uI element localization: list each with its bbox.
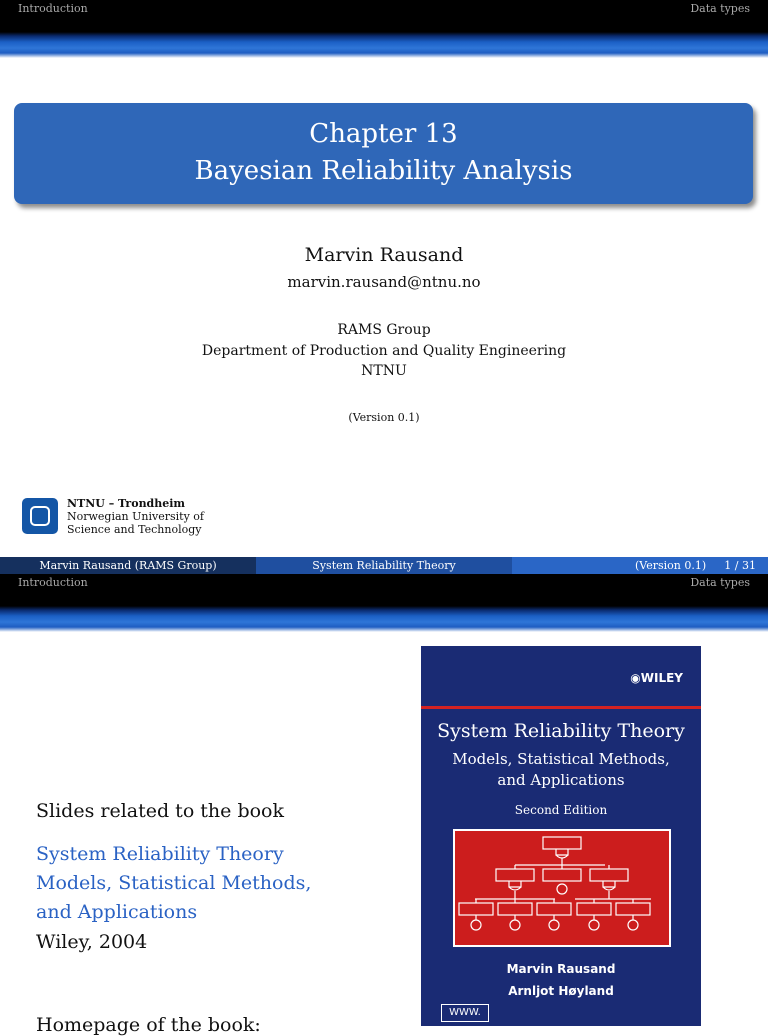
footer-author: Marvin Rausand (RAMS Group)	[0, 557, 256, 574]
nav-section-introduction[interactable]: Introduction	[18, 2, 88, 15]
cover-red-rule	[421, 706, 701, 709]
cover-subtitle-2: and Applications	[497, 771, 625, 789]
header-bar	[0, 574, 768, 594]
homepage-label: Homepage of the book:	[36, 1014, 261, 1036]
version-label: (Version 0.1)	[348, 411, 420, 424]
fault-tree-illustration	[453, 829, 671, 947]
book-title-line-1: System Reliability Theory	[36, 843, 284, 865]
book-slide	[0, 574, 768, 1036]
group-name: RAMS Group	[337, 322, 431, 338]
book-title-line-3: and Applications	[36, 901, 198, 923]
logo-line-2: Norwegian University of	[67, 510, 204, 523]
footer-info	[512, 557, 768, 574]
nav-section-data-types[interactable]: Data types	[690, 576, 750, 589]
title-box	[14, 103, 753, 204]
footer-bar	[0, 557, 768, 574]
book-title-line-2: Models, Statistical Methods,	[36, 872, 312, 894]
footer-course: System Reliability Theory	[256, 557, 512, 574]
publisher-year: Wiley, 2004	[36, 931, 148, 953]
header-gradient	[0, 594, 768, 632]
wiley-icon: ◉	[630, 671, 641, 685]
footer-version: (Version 0.1)	[635, 559, 707, 572]
logo-text	[67, 497, 204, 536]
footer-page-number: 1 / 31	[724, 559, 756, 572]
cover-author-2: Arnljot Høyland	[508, 984, 614, 998]
department-name: Department of Production and Quality Engineering	[201, 343, 567, 359]
header-bar	[0, 0, 768, 20]
www-badge: WWW.	[441, 1004, 489, 1022]
author-name: Marvin Rausand	[304, 244, 464, 266]
book-intro-text: Slides related to the book	[36, 800, 285, 822]
logo-line-3: Science and Technology	[67, 523, 202, 536]
institution-name: NTNU	[361, 363, 407, 379]
book-cover-image	[421, 646, 701, 1026]
wiley-logo: ◉WILEY	[630, 671, 683, 685]
header-gradient	[0, 20, 768, 58]
author-email: marvin.rausand@ntnu.no	[287, 273, 481, 291]
cover-subtitle-1: Models, Statistical Methods,	[452, 750, 670, 768]
cover-edition: Second Edition	[514, 803, 608, 817]
cover-title: System Reliability Theory	[437, 720, 685, 742]
nav-section-data-types[interactable]: Data types	[690, 2, 750, 15]
chapter-title: Chapter 13	[309, 119, 458, 149]
logo-line-1: NTNU – Trondheim	[67, 497, 186, 510]
cover-author-1: Marvin Rausand	[506, 962, 616, 976]
book-title-link[interactable]	[36, 840, 311, 927]
chapter-subtitle: Bayesian Reliability Analysis	[194, 156, 573, 186]
fault-tree-icon	[455, 831, 669, 945]
ntnu-logo-icon	[22, 498, 58, 534]
nav-section-introduction[interactable]: Introduction	[18, 576, 88, 589]
